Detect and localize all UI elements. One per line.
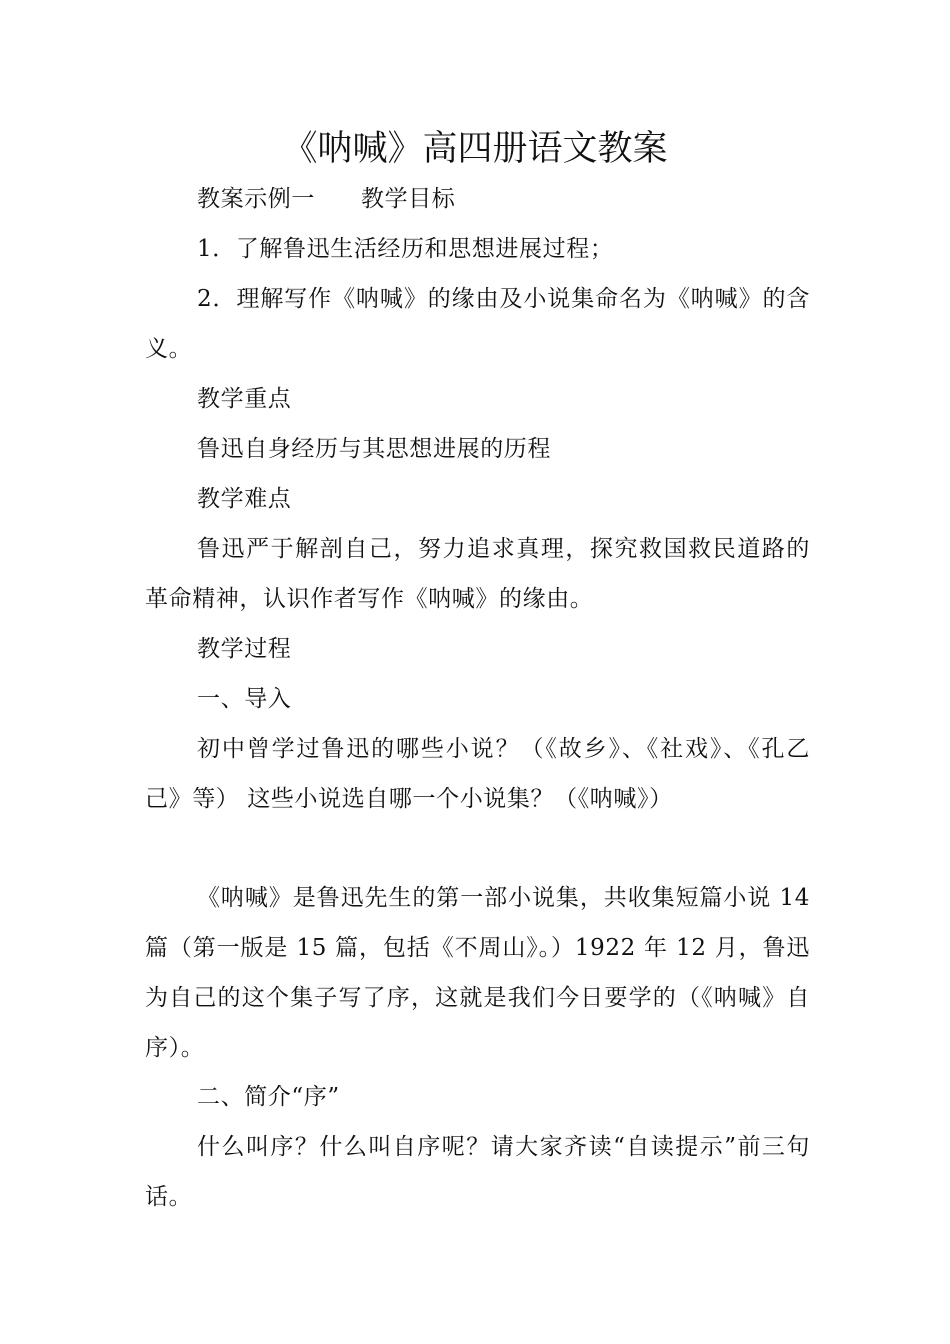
objective-1: 1．了解鲁迅生活经历和思想进展过程；	[197, 236, 614, 262]
intro-line	[145, 174, 810, 224]
process-heading: 教学过程	[197, 636, 292, 662]
key-points-text: 鲁迅自身经历与其思想进展的历程	[197, 436, 551, 462]
objective-2: 2．理解写作《呐喊》的缘由及小说集命名为《呐喊》的含义。	[145, 286, 810, 362]
intro-question: 初中曾学过鲁迅的哪些小说？（《故乡》、《社戏》、《孔乙己》等） 这些小说选自哪一个小说集？（《呐喊》）	[145, 736, 810, 812]
preface-heading: 二、简介“序”	[197, 1084, 340, 1110]
objectives-heading: 教学目标	[361, 186, 456, 212]
document-title: 《呐喊》高四册语文教案	[282, 129, 668, 169]
section-intro-heading: 一、导入	[197, 686, 292, 712]
difficulties-text: 鲁迅严于解剖自己，努力追求真理，探究救国救民道路的革命精神，认识作者写作《呐喊》的缘由。	[145, 536, 810, 612]
example-label: 教案示例一	[197, 186, 315, 212]
preface-question: 什么叫序？什么叫自序呢？请大家齐读“自读提示”前三句话。	[145, 1134, 810, 1210]
nahan-description: 《呐喊》是鲁迅先生的第一部小说集，共收集短篇小说 14 篇（第一版是 15 篇，包括《不周山》。）1922 年 12 月，鲁迅为自己的这个集子写了序，这就是我们今日要学的（《呐喊》自序）。	[145, 885, 810, 1061]
difficulties-heading: 教学难点	[197, 486, 292, 512]
key-points-heading: 教学重点	[197, 386, 292, 412]
